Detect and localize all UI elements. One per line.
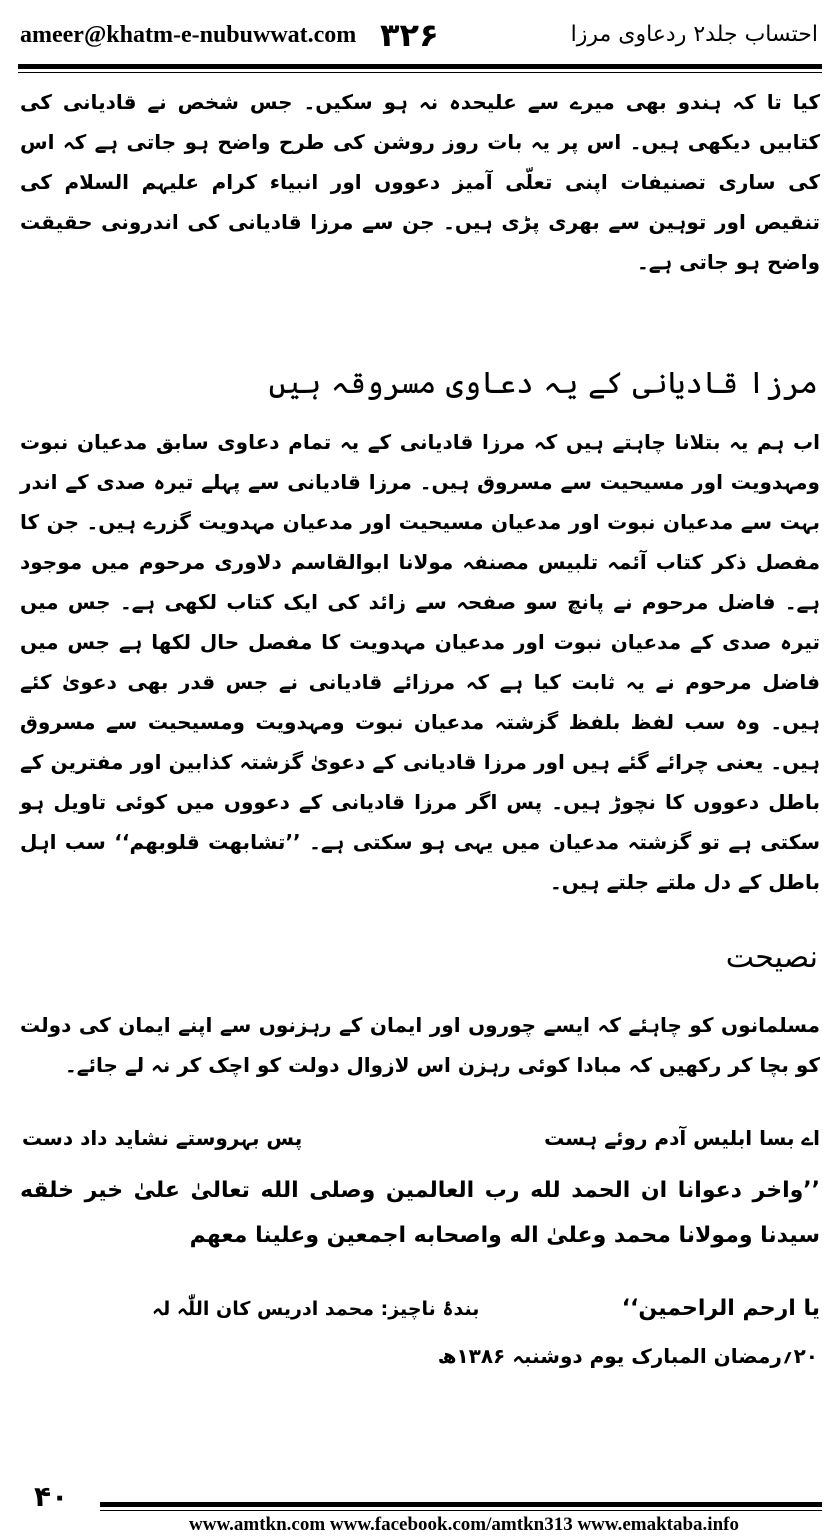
author-signature: بندۂ ناچیز: محمد ادریس کان اللّٰہ لہ: [152, 1298, 480, 1320]
section-heading-advice: نصیحت: [725, 940, 818, 975]
paragraph-1: کیا تا کہ ہندو بھی میرے سے علیحدہ نہ ہو سکیں۔ جس شخص نے قادیانی کی کتابیں دیکھی ہیں۔ اس پر یہ بات روز روشن کی طرح واضح ہو جاتی ہے کہ اس کی ساری تصنیفات اپنی تعلّی آمیز دعووں اور انبیاء کرام علیہم السلام کی تنقیص اور توہین سے بھری پڑی ہیں۔ جن سے مرزا قادیانی کی اندرونی حقیقت واضح ہو جاتی ہے۔: [20, 90, 820, 274]
footer-page-number: ۴۰: [34, 1480, 69, 1513]
signature-row: [22, 1290, 820, 1330]
page-header: [0, 0, 840, 64]
paragraph-3: مسلمانوں کو چاہئے کہ ایسے چوروں اور ایمان کے رہزنوں سے اپنے ایمان کی دولت کو بچا کر رکھیں کہ مبادا کوئی رہزن اس لازوال دولت کو اچک کر نہ لے جائے۔: [20, 1013, 820, 1077]
verse-first-half: اے بسا ابلیس آدم روئے ہست: [544, 1126, 820, 1150]
footer-rule-thin: [100, 1510, 822, 1511]
section-heading-stolen-claims: مرزا قادیانی کے یہ دعاوی مسروقہ ہیں: [268, 366, 818, 401]
arabic-closing-prayer: ’’واخر دعوانا ان الحمد لله رب العالمين وصلى الله تعالىٰ علىٰ خير خلقه سيدنا ومولانا محمد وعلىٰ اله واصحابه اجمعين وعلينا معهم: [20, 1178, 820, 1248]
footer-links: www.amtkn.com www.facebook.com/amtkn313 www.emaktaba.info: [189, 1514, 739, 1535]
arabic-closing-tail: يا ارحم الراحمين‘‘: [621, 1296, 820, 1321]
header-rule-thin: [18, 72, 822, 73]
header-rule-thick: [18, 64, 822, 69]
persian-verse: [22, 1120, 820, 1160]
header-page-number: ۳۲۶: [380, 16, 439, 54]
footer-rule-thick: [100, 1502, 822, 1507]
paragraph-2: اب ہم یہ بتلانا چاہتے ہیں کہ مرزا قادیانی کے یہ تمام دعاوی سابق مدعیان نبوت ومہدویت اور مسیحیت سے مسروق ہیں۔ مرزا قادیانی سے پہلے تیرہ صدی کے اندر بہت سے مدعیان نبوت اور مدعیان مسیحیت اور مدعیان مہدویت گزرے ہیں۔ جن کا مفصل ذکر کتاب آئمہ تلبیس مصنفہ مولانا ابوالقاسم دلاوری مرحوم میں موجود ہے۔ فاضل مرحوم نے پانچ سو صفحہ سے زائد کی ایک کتاب لکھی ہے۔ جس میں تیرہ صدی کے مدعیان نبوت اور مدعیان مہدویت کا مفصل حال لکھا ہے جس میں فاضل مرحوم نے یہ ثابت کیا ہے کہ مرزائے قادیانی نے جس قدر بھی دعویٰ کئے ہیں۔ وہ سب لفظ بلفظ گزشتہ مدعیان نبوت ومہدویت ومسیحیت سے مسروق ہیں۔ یعنی چرائے گئے ہیں اور مرزا قادیانی کے دعویٰ گزشتہ کذابین اور مفترین کے باطل دعووں کا نچوڑ ہیں۔ پس اگر مرزا قادیانی کے دعووں میں کوئی تاویل ہو سکتی ہے تو گزشتہ مدعیان میں یہی ہو سکتی ہے۔ ’’تشابهت قلوبهم‘‘ سب اہل باطل کے دل ملتے جلتے ہیں۔: [20, 430, 820, 894]
date-line: ۲۰؍رمضان المبارک یوم دوشنبہ ۱۳۸۶ھ: [437, 1344, 818, 1368]
header-book-title: احتساب جلد۲ ردعاوی مرزا: [570, 22, 818, 47]
header-email: ameer@khatm-e-nubuwwat.com: [20, 22, 357, 48]
verse-second-half: پس بہروستے نشاید داد دست: [22, 1126, 303, 1150]
page-footer: [0, 1480, 840, 1540]
